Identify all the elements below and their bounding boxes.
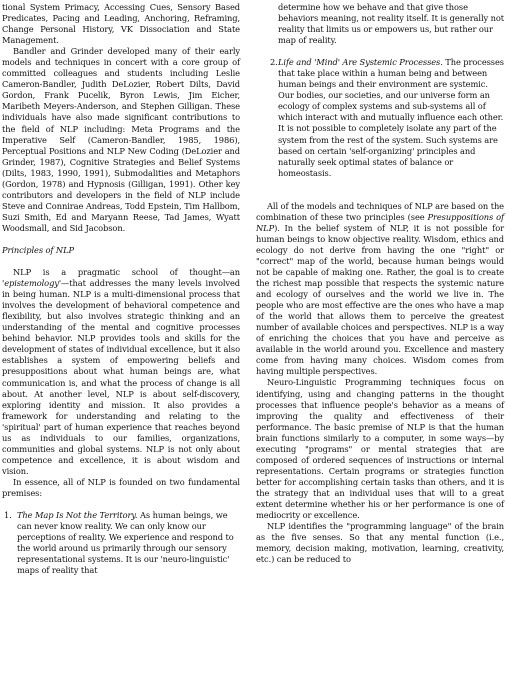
premise-item-2: [256, 57, 504, 179]
presuppositions-reference: Presuppositions of NLP: [256, 211, 504, 233]
right-column: [256, 2, 504, 565]
premise-1-body: [17, 510, 234, 575]
nlp-techniques-paragraph: Neuro-Linguistic Programming techniques focus on identifying, using and changing patterns in the thought processes that influence people's behavior as a means of improving the quality and effectiveness of their performance. The basic premise of NLP is that the human brain functions similarly to a computer, in some ways—by executing "programs" or mental strategies that are composed of ordered sequences of instructions or internal representations. Certain programs or strategies function better for accomplishing certain tasks than others, and it is the strategy that an individual uses that will to a great extent determine whether his or her performance is one of mediocrity or excellence.: [256, 377, 504, 521]
premise-1-title: The Map Is Not the Territory.: [17, 510, 138, 521]
intro-continuation-paragraph: tional System Primacy, Accessing Cues, Sensory Based Predicates, Pacing and Leading, Anchoring, Reframing, Change Personal History, VK Dissociation and State Management.: [2, 2, 240, 46]
premise-1-continuation: determine how we behave and that give those behaviors meaning, not reality itself. It is generally not reality that limits us or empowers us, but rather our map of reality.: [278, 2, 505, 46]
premise-number: 1.: [4, 510, 12, 521]
school-text-after: '—that addresses the many levels involved in being human. NLP is a multi-dimensional process that involves the development of behavioral competence and flexibility, but also involves strategic thinking and an understanding of the mental and cognitive processes behind behavior. NLP provides tools and skills for the development of states of individual excellence, but it also establishes a system of empowering beliefs and presuppositions about what human beings are, what communication is, and what the process of change is all about. At another level, NLP is about self-discovery, exploring identity and mission. It also provides a framework for understanding and relating to the 'spiritual' part of human experience that reaches beyond us as individuals to our families, organizations, communities and global systems. NLP is not only about competence and excellence, it is about wisdom and vision.: [2, 278, 240, 476]
programming-language-paragraph: NLP identifies the "programming language" of the brain as the five senses. So that any mental function (i.e., memory, decision making, motivation, learning, creativity, etc.) can be reduced to: [256, 521, 504, 565]
premise-1-text: As human beings, we can never know reality. We can only know our perceptions of reality. We experience and respond to the world around us primarily through our sensory representational systems. It is our 'neuro-linguistic' maps of reality that: [17, 510, 234, 576]
premise-item-1-continued: [256, 2, 504, 46]
premise-2-body: [278, 57, 504, 177]
models-text-after: ). In the belief system of NLP, it is not possible for human beings to know objective reality. Wisdom, ethics and ecology do not derive from having the one "right" or "correct" map of the world, because human beings would not be capable of making one. Rather, the goal is to create the richest map possible that respects the systemic nature and ecology of ourselves and the world we live in. The people who are most effective are the ones who have a map of the world that allows them to perceive the greatest number of available choices and perspectives. NLP is a way of enriching the choices that you have and perceive as available in the world around you. Excellence and mastery come from having many choices. Wisdom comes from having multiple perspectives.: [256, 222, 504, 377]
premise-2-title: Life and 'Mind' Are Systemic Processes.: [278, 57, 443, 68]
section-heading-principles: Principles of NLP: [2, 244, 74, 255]
models-text-before: All of the models and techniques of NLP are based on the combination of these two principles (see: [256, 200, 504, 222]
left-column: [2, 2, 240, 576]
pragmatic-school-paragraph: [2, 267, 240, 477]
premise-item-1: [2, 510, 240, 576]
premise-number: 2.: [270, 57, 278, 68]
school-text-before: NLP is a pragmatic school of thought—an ': [2, 267, 240, 289]
premise-2-text: The processes that take place within a human being and between human beings and their environment are systemic. Our bodies, our societies, and our universe form an ecology of complex systems and sub-systems all of which interact with and mutually influence each other. It is not possible to completely isolate any part of the system from the rest of the system. Such systems are based on certain 'self-organizing' principles and naturally seek optimal states of balance or homeostasis.: [278, 57, 504, 178]
bandler-grinder-paragraph: Bandler and Grinder developed many of their early models and techniques in concert with a core group of committed colleagues and students including Leslie Cameron-Bandler, Judith DeLozier, Robert Dilts, David Gordon, Frank Pucelik, Byron Lewis, Jim Eicher, Maribeth Meyers-Anderson, and Stephen Gilligan. These individuals have also made significant contributions to the field of NLP including: Meta Programs and the Imperative Self (Cameron-Bandler, 1985, 1986), Perceptual Positions and NLP New Coding (DeLozier and Grinder, 1987), Cognitive Strategies and Belief Systems (Dilts, 1983, 1990, 1991), Submodalities and Metaphors (Gordon, 1978) and Hypnosis (Gilligan, 1991). Other key contributors and developers in the field of NLP include Steve and Connirae Andreas, Todd Epstein, Tim Hallbom, Suzi Smith, Ed and Maryann Reese, Tad James, Wyatt Woodsmall, and Sid Jacobson.: [2, 46, 240, 233]
premise-list: [2, 510, 240, 576]
essence-paragraph: In essence, all of NLP is founded on two fundamental premises:: [2, 476, 240, 498]
school-term-epistemology: epistemology: [4, 278, 59, 289]
models-techniques-paragraph: [256, 201, 504, 378]
premise-list-continued: [256, 2, 504, 179]
